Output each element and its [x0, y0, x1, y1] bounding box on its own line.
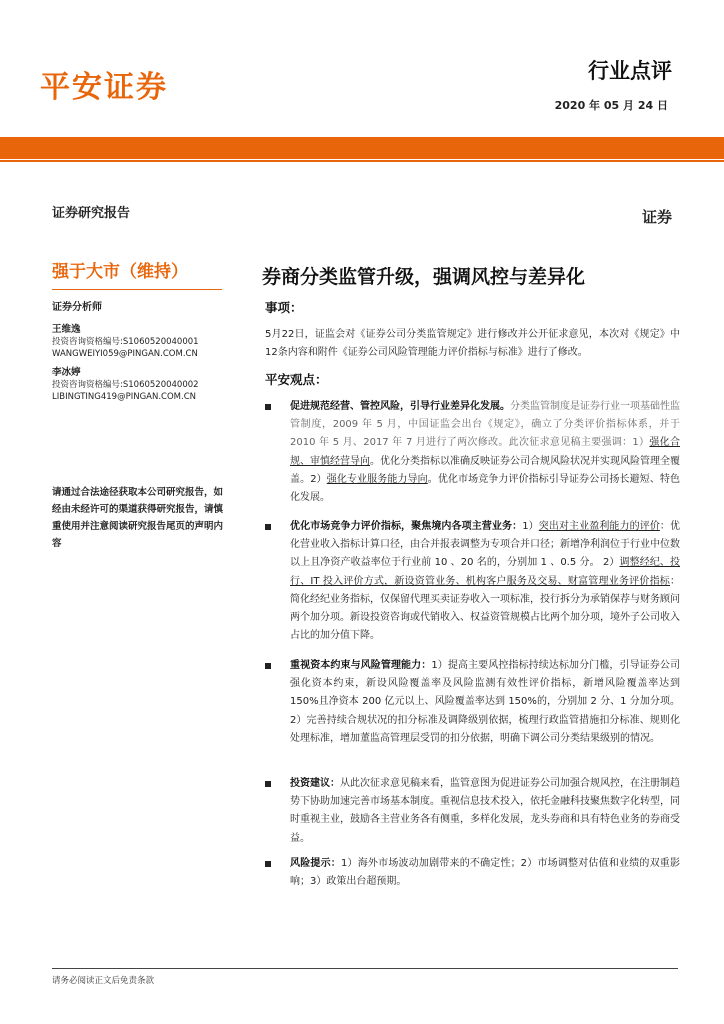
bullet-marker: [265, 404, 271, 410]
legal-disclaimer: 请通过合法途径获取本公司研究报告，如经由未经许可的渠道获得研究报告，请慎重使用并注意阅读研究报告尾页的声明内容: [52, 487, 224, 549]
event-heading: 事项：: [265, 300, 303, 315]
bullet-point: [290, 855, 680, 891]
left-divider: [52, 289, 222, 290]
report-kind: 证券研究报告: [52, 206, 131, 221]
analyst-heading: 证券分析师: [52, 302, 102, 313]
bullet-text: 从此次征求意见稿来看，监管意图为促进证券公司加强合规风控，在注册制趋势下协助加速完善市场基本制度。重视信息技术投入，依托金融科技聚焦数字化转型，同时重视主业，鼓励各主营业务各有侧重，多样化发展，龙头券商和具有特色业务的券商受益。: [290, 778, 680, 844]
analyst-name: 王维逸: [52, 324, 81, 335]
bullet-marker: [265, 781, 271, 787]
view-heading: 平安观点：: [265, 372, 328, 387]
analyst-email: LIBINGTING419@PINGAN.COM.CN: [52, 392, 196, 402]
report-date: 2020 年 05 月 24 日: [554, 99, 668, 112]
bullet-text: 1）海外市场波动加剧带来的不确定性；2）市场调整对估值和业绩的双重影响；3）政策出台超预期。: [290, 858, 680, 888]
bullet-point: [290, 657, 680, 748]
analyst-email: WANGWEIYI059@PINGAN.COM.CN: [52, 349, 198, 359]
bullet-underlined: 突出对主业盈利能力的评价: [538, 521, 660, 532]
bullet-point: [290, 398, 680, 507]
bullet-text: 分类监管制度是证券行业一项基础性监管制度，2009 年 5 月，中国证监会出台《规定》，确立了分类评价指标体系，并于 2010 年 5 月、2017 年 7 月进行了两次修改。此次征求意见稿主要强调：1）: [290, 401, 680, 449]
bullet-text: 1）提高主要风控指标持续达标加分门槛，引导证券公司强化资本约束，新设风险覆盖率及风险监测有效性评价指标，新增风险覆盖率达到 150%且净资本 200 亿元以上、风险覆盖率达到 150%的，分别加 2 分、1 分加分项。2）完善持续合规状况的扣分标准及调降级别依据，梳理行政监管措施扣分标准、规则化处理标准，增加董监高管理层受罚的扣分依据，明确下调公司分类结果级别的情况。: [290, 660, 680, 744]
analyst-license: 投资咨询资格编号:S1060520040002: [52, 380, 199, 390]
analyst-license: 投资咨询资格编号:S1060520040001: [52, 337, 199, 347]
bullet-underlined: 强化专业服务能力导向: [326, 473, 428, 485]
bullet-underlined: 调整经纪、投行、IT 投入评价方式，新设资管业务、机构客户服务及交易、财富管理业务评价指标: [290, 557, 681, 587]
event-text: 5月22日，证监会对《证券公司分类监管规定》进行修改并公开征求意见，本次对《规定》中12条内容和附件《证券公司风险管理能力评价指标与标准》进行了修改。: [265, 329, 680, 358]
header-band: [0, 137, 724, 159]
bullet-point: [290, 518, 680, 645]
bullet-lead: 投资建议：: [290, 778, 340, 789]
bullet-text: 。优化市场竞争力评价指标引导证券公司扬长避短、特色化发展。: [290, 473, 681, 504]
industry-rating: 强于大市（维持）: [52, 262, 188, 282]
analyst-card: [52, 324, 199, 360]
bullet-lead: 促进规范经营、管控风险，引导行业差异化发展。: [290, 401, 510, 412]
report-headline: 券商分类监管升级，强调风控与差异化: [262, 266, 586, 288]
footer-note: 请务必阅读正文后免责条款: [52, 976, 155, 986]
analyst-card: [52, 367, 199, 403]
bullet-text: ：简化经纪业务指标，仅保留代理买卖证券收入一项标准，投行拆分为承销保荐与财务顾问两个加分项。新设投资咨询或代销收入、权益资管规模占比两个加分项，境外子公司收入占比的加分值下降。: [290, 575, 680, 642]
bullet-marker: [265, 861, 271, 867]
analyst-name: 李冰婷: [52, 367, 81, 378]
bullet-lead: 风险提示：: [290, 858, 341, 869]
footer-rule: [52, 968, 678, 969]
sector-label: 证券: [641, 208, 672, 226]
bullet-underlined: 强化合规、审慎经营导向: [290, 437, 680, 467]
bullet-point: [290, 775, 680, 848]
bullet-lead: 优化市场竞争力评价指标，聚焦境内各项主营业务：: [290, 521, 523, 532]
header-band-line: [0, 160, 724, 162]
bullet-marker: [265, 524, 271, 530]
document-type: 行业点评: [588, 59, 672, 83]
bullet-marker: [265, 663, 271, 669]
bullet-lead: 重视资本约束与风险管理能力：: [290, 660, 432, 671]
bullet-text: 1）: [522, 521, 539, 532]
brand-logo: 平安证券: [40, 70, 168, 105]
bullet-text: 。优化分类指标以准确反映证券公司合规风险状况并实现风险管理全覆盖。2）: [290, 455, 680, 485]
bullet-text: ：优化营业收入指标计算口径，由合并报表调整为专项合并口径；新增净利润位于行业中位数以上且净资产收益率位于行业前 10 、20 名的，分别加 1 、0.5 分。 2）: [290, 521, 681, 569]
